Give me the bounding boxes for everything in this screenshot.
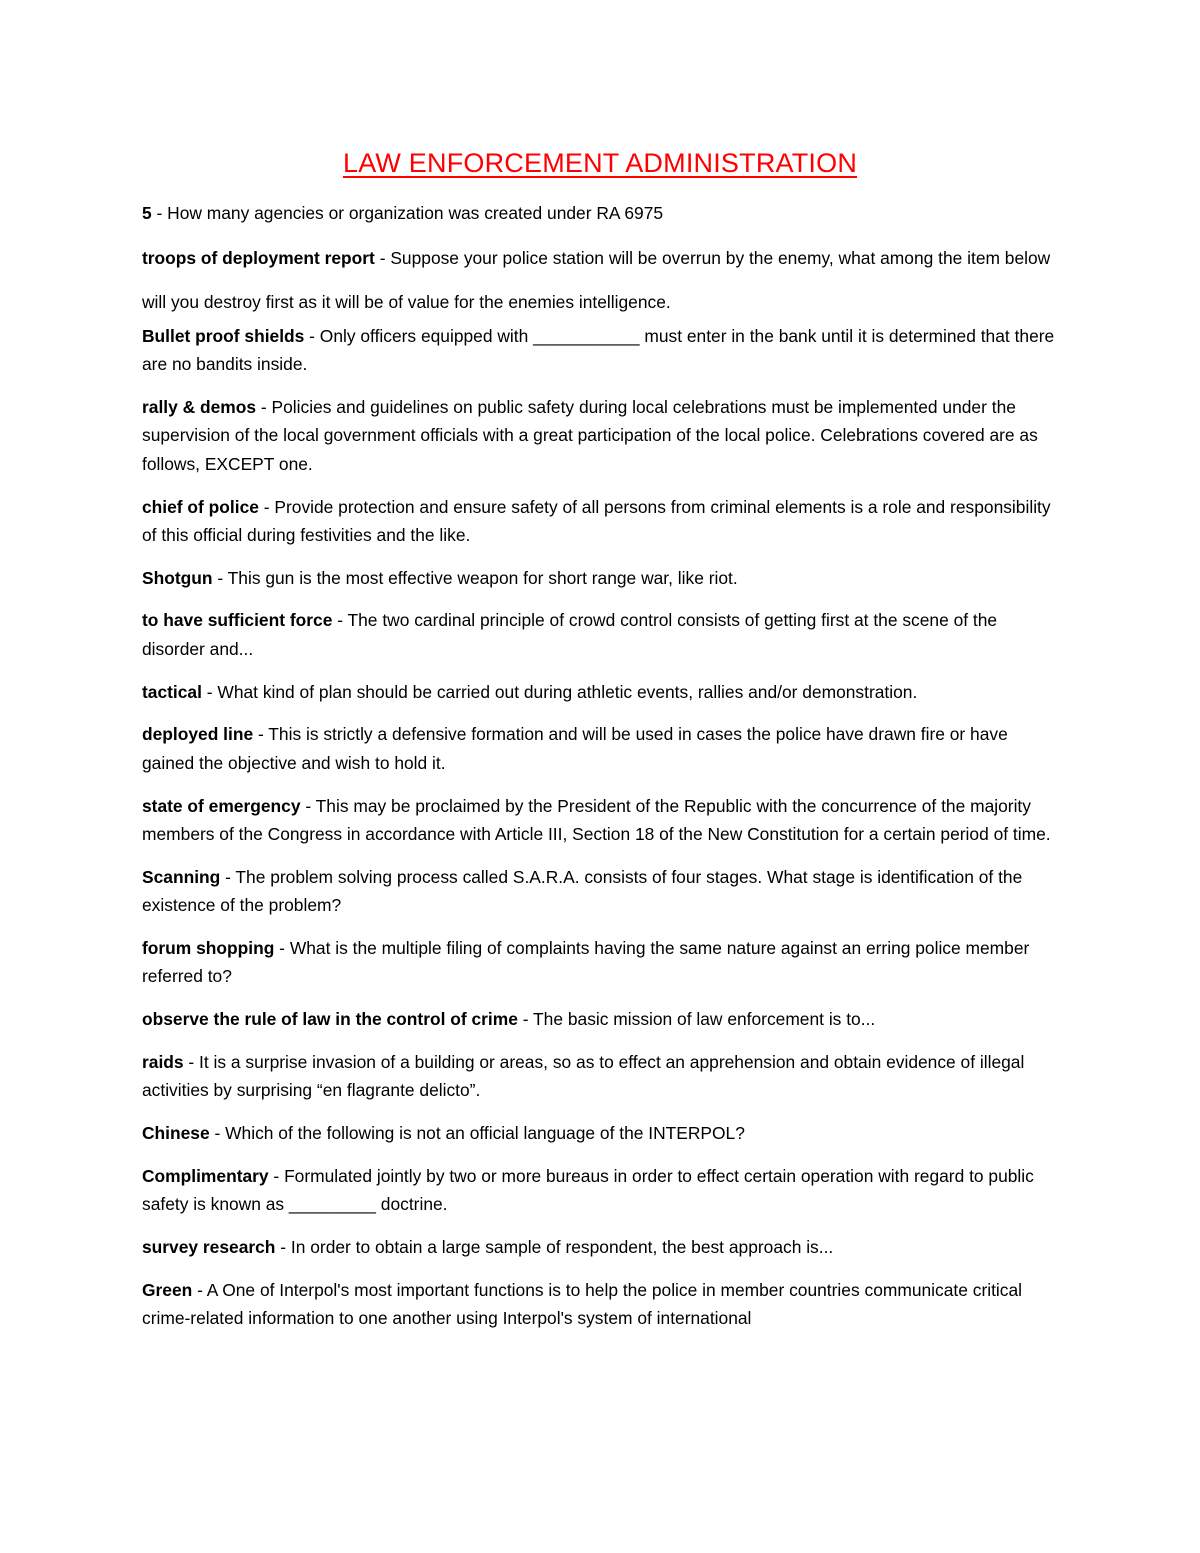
separator: -	[212, 567, 228, 588]
separator: -	[253, 724, 269, 745]
separator: -	[201, 681, 218, 702]
answer-text: troops of deployment report	[142, 247, 375, 268]
qa-entry	[142, 863, 1060, 920]
document-title: LAW ENFORCEMENT ADMINISTRATION	[342, 148, 858, 178]
question-text: Suppose your police station will be overrun by the enemy, what among the item below will you destroy first as it will be of value for the enemies intelligence.	[142, 247, 1051, 312]
question-text: This gun is the most effective weapon for short range war, like riot.	[227, 567, 738, 588]
question-text: In order to obtain a large sample of respondent, the best approach is...	[290, 1236, 834, 1257]
qa-entry	[142, 1276, 1060, 1333]
question-text: A One of Interpol's most important functions is to help the police in member countries communicate critical crime-related information to one another using Interpol's system of international	[142, 1279, 1023, 1328]
qa-entry	[142, 1162, 1060, 1219]
question-text: This may be proclaimed by the President of the Republic with the concurrence of the majority members of the Congress in accordance with Article III, Section 18 of the New Constitution for a certain period of time.	[142, 795, 1051, 844]
answer-text: observe the rule of law in the control of crime	[142, 1009, 518, 1030]
question-text: How many agencies or organization was created under RA 6975	[167, 203, 664, 223]
question-text: Provide protection and ensure safety of all persons from criminal elements is a role and responsibility of this official during festivities and the like.	[142, 496, 1051, 546]
separator: -	[268, 1165, 285, 1186]
separator: -	[256, 396, 272, 417]
question-text: Which of the following is not an official language of the INTERPOL?	[225, 1122, 745, 1143]
separator: -	[332, 610, 348, 631]
qa-entry	[142, 393, 1060, 479]
qa-entry	[142, 322, 1060, 379]
qa-entry	[142, 1005, 1060, 1034]
answer-text: state of emergency	[142, 795, 301, 816]
question-text: It is a surprise invasion of a building or areas, so as to effect an apprehension and obtain evidence of illegal activities by surprising “en flagrante delicto”.	[142, 1051, 1025, 1101]
question-text: Policies and guidelines on public safety during local celebrations must be implemented under the supervision of the local government officials with a great participation of the local police. Celebrations covered are as follows, EXCEPT one.	[142, 396, 1038, 474]
answer-text: deployed line	[142, 724, 254, 745]
answer-text: rally & demos	[142, 396, 257, 417]
separator: -	[275, 1236, 291, 1257]
answer-text: Bullet proof shields	[142, 325, 305, 346]
qa-entry	[142, 1233, 1060, 1262]
question-text: Only officers equipped with ___________ must enter in the bank until it is determined that there are no bandits inside.	[142, 325, 1055, 375]
answer-text: Complimentary	[142, 1165, 269, 1186]
separator: -	[192, 1279, 207, 1300]
qa-entry	[142, 493, 1060, 550]
qa-entry	[142, 792, 1060, 849]
question-text: The two cardinal principle of crowd control consists of getting first at the scene of the disorder and...	[142, 610, 998, 659]
qa-list	[142, 199, 1060, 1347]
qa-entry	[142, 678, 1060, 707]
qa-entry	[142, 606, 1060, 663]
separator: -	[517, 1009, 534, 1030]
question-text: This is strictly a defensive formation and will be used in cases the police have drawn fire or have gained the objective and wish to hold it.	[142, 724, 1008, 773]
qa-entry	[142, 934, 1060, 991]
separator: -	[300, 795, 316, 816]
qa-entry	[142, 1119, 1060, 1148]
separator: -	[258, 496, 275, 517]
answer-text: Shotgun	[142, 567, 213, 588]
answer-text: raids	[142, 1051, 184, 1072]
answer-text: tactical	[142, 681, 202, 702]
qa-entry	[142, 199, 1060, 228]
answer-text: to have sufficient force	[142, 610, 333, 631]
question-text: The basic mission of law enforcement is to...	[533, 1009, 876, 1030]
separator: -	[274, 937, 290, 958]
answer-text: Scanning	[142, 866, 221, 887]
qa-entry	[142, 720, 1060, 777]
answer-text: chief of police	[142, 496, 259, 517]
answer-text: survey research	[142, 1236, 276, 1257]
separator: -	[151, 203, 168, 223]
qa-entry	[142, 1048, 1060, 1105]
separator: -	[304, 325, 320, 346]
separator: -	[220, 866, 236, 887]
question-text: Formulated jointly by two or more bureaus in order to effect certain operation with regard to public safety is known as _________ doctrine.	[142, 1165, 1034, 1215]
separator: -	[374, 247, 391, 268]
qa-entry	[142, 564, 1060, 593]
question-text: What is the multiple filing of complaints having the same nature against an erring police member referred to?	[142, 937, 1030, 987]
answer-text: Green	[142, 1279, 193, 1300]
answer-text: 5	[142, 203, 152, 223]
question-text: The problem solving process called S.A.R.A. consists of four stages. What stage is identification of the existence of the problem?	[142, 866, 1023, 916]
separator: -	[209, 1122, 226, 1143]
separator: -	[183, 1051, 200, 1072]
question-text: What kind of plan should be carried out during athletic events, rallies and/or demonstration.	[217, 681, 918, 702]
qa-entry	[142, 236, 1060, 324]
answer-text: forum shopping	[142, 937, 275, 958]
answer-text: Chinese	[142, 1122, 210, 1143]
